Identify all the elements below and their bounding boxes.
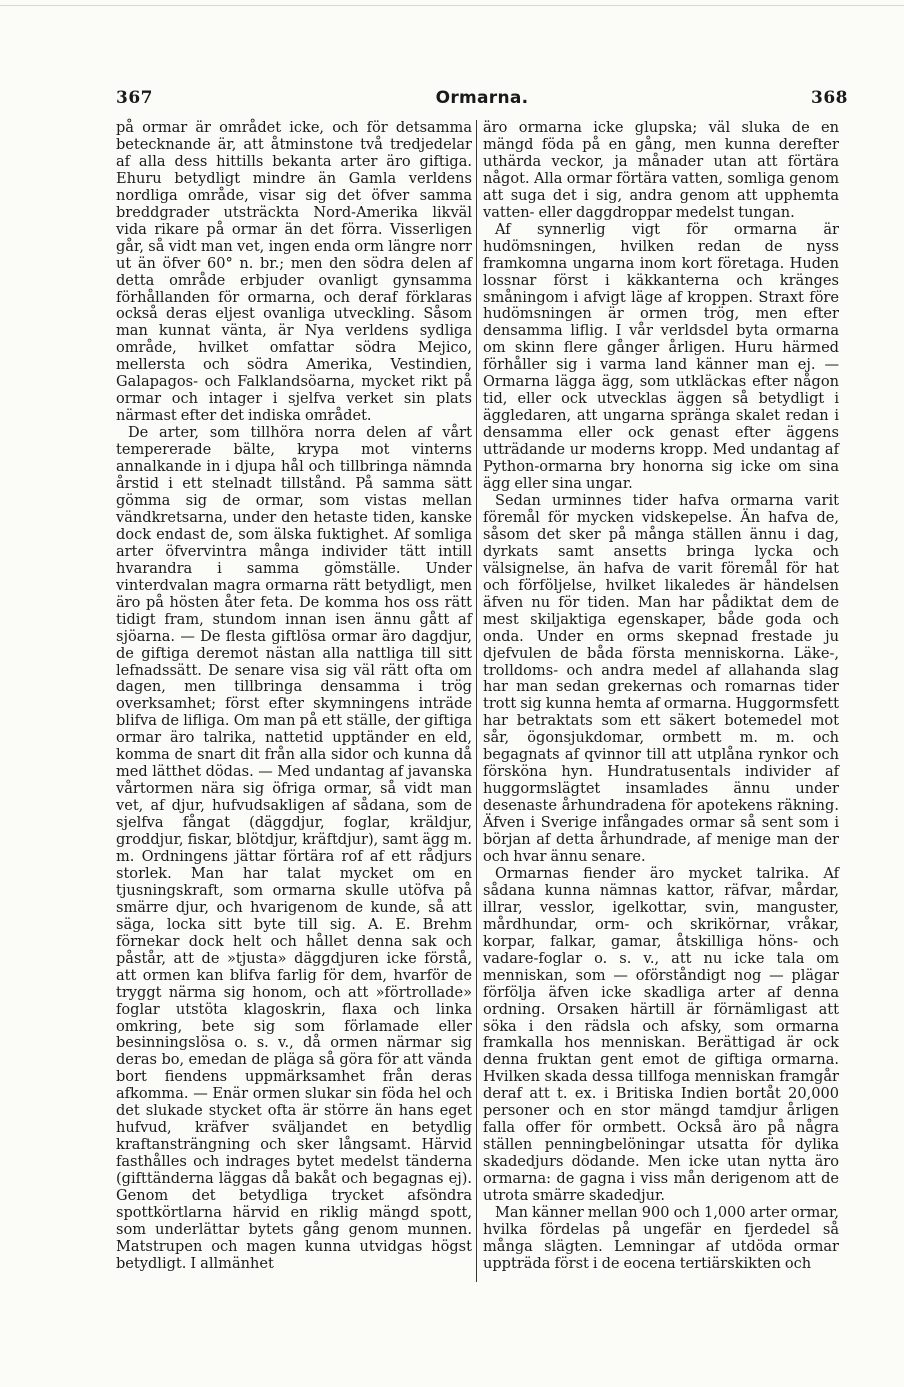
page-number-right: 368 [811, 88, 848, 108]
paragraph: Man känner mellan 900 och 1,000 arter ormar, hvilka fördelas på ungefär en fjerdedel så många slägten. Lemningar af utdöda ormar uppträda först i de eocena tertiärskikten och [483, 1204, 839, 1272]
paragraph: Sedan urminnes tider hafva ormarna varit föremål för mycken vidskepelse. Än hafva de, såsom det sker på många ställen ännu i dag, dyrkats samt ansetts bringa lycka och välsignelse, än hafva de varit föremål för hat och förföljelse, hvilket likaledes är händelsen äfven nu för tiden. Man har pådiktat dem de mest skiljaktiga egenskaper, både goda och onda. Under en orms skepnad frestade ju djefvulen de båda första menniskorna. Läke-, trolldoms- och andra medel af allahanda slag har man sedan grekernas och romarnas tider trott sig kunna hemta af ormarna. Huggormsfett har betraktats som ett säkert botemedel mot sår, ögonsjukdomar, ormbett m. m. och begagnats af qvinnor till att utplåna rynkor och försköna hyn. Hundratusentals individer af huggormslägtet insamlades ännu under desenaste århundradena för apotekens räkning. Äfven i Sverige infångades ormar så sent som i början af detta århundrade, af menige man der och hvar ännu senare. [483, 491, 839, 865]
running-title: Ormarna. [435, 88, 529, 108]
page-header [116, 88, 848, 114]
page-top-edge [0, 5, 904, 6]
paragraph: Af synnerlig vigt för ormarna är hudömsningen, hvilken redan de nyss framkomna ungarna inom kort företaga. Huden lossnar först i käkkanterna och kränges småningom i afvigt läge af kroppen. Straxt före hudömsningen är ormen trög, men efter densamma liflig. I vår verldsdel byta ormarna om skinn flere gånger årligen. Huru härmed förhåller sig i varma land känner man ej. — Ormarna lägga ägg, som utkläckas efter någon tid, eller ock utvecklas äggen så betydligt i äggledaren, att ungarna spränga skalet redan i densamma eller ock genast efter äggens utträdande ur moderns kropp. Med undantag af Python-ormarna bry honorna sig icke om sina ägg eller sina ungar. [483, 220, 839, 493]
paragraph: på ormar är området icke, och för detsamma betecknande är, att åtminstone två tredjedelar af alla dess hittills bekanta arter äro giftiga. Ehuru betydligt mindre än Gamla verldens nordliga område, visar sig det öfver samma breddgrader utsträckta Nord-Amerika likväl vida rikare på ormar än det förra. Visserligen går, så vidt man vet, ingen enda orm längre norr ut än öfver 60° n. br.; men den södra delen af detta område erbjuder ovanligt gynsamma förhållanden för ormarna, och deraf förklaras också deras eljest ovanliga utveckling. Såsom man kunnat vänta, är Nya verldens sydliga område, hvilket omfattar södra Mejico, mellersta och södra Amerika, Vestindien, Galapagos- och Falklandsöarna, mycket rikt på ormar och intager i sjelfva verket sin plats närmast efter det indiska området. [116, 119, 472, 425]
paragraph: Ormarnas fiender äro mycket talrika. Af sådana kunna nämnas kattor, räfvar, mårdar, illrar, vesslor, igelkottar, svin, manguster, mårdhundar, orm- och skrikörnar, vråkar, korpar, falkar, gamar, åtskilliga höns- och vadare-foglar o. s. v., att nu icke tala om menniskan, som — oförståndigt nog — plägar förfölja äfven icke skadliga arter af denna ordning. Orsaken härtill är förnämligast att söka i den rädsla och afsky, som ormarna framkalla hos menniskan. Berättigad är ock denna fruktan gent emot de giftiga ormarna. Hvilken skada dessa tillfoga menniskan framgår deraf att t. ex. i Britiska Indien bortåt 20,000 personer och en stor mängd tamdjur årligen falla offer för ormbett. Också äro på några ställen penningbelöningar utsatta för dylika skadedjurs dödande. Men icke utan nytta äro ormarna: de gagna i viss mån derigenom att de utrota smärre skadedjur. [483, 864, 839, 1205]
text-column-left [116, 120, 472, 1273]
page-number-left: 367 [116, 88, 153, 108]
text-column-right [483, 120, 839, 1273]
paragraph: De arter, som tillhöra norra delen af vårt tempererade bälte, krypa mot vinterns annalkande in i djupa hål och tillbringa nämnda årstid i ett stelnadt tillstånd. På samma sätt gömma sig de ormar, som vistas mellan vändkretsarna, under den hetaste tiden, kanske dock endast de, som älska fuktighet. Af somliga arter öfvervintra många individer tätt intill hvarandra i samma gömställe. Under vinterdvalan magra ormarna rätt betydligt, men äro på hösten åter feta. De komma hos oss rätt tidigt fram, stundom innan isen ännu gått af sjöarna. — De flesta giftlösa ormar äro dagdjur, de giftiga deremot nästan alla nattliga till sitt lefnadssätt. De senare visa sig väl rätt ofta om dagen, men tillbringa densamma i trög overksamhet; först efter skymningens inträde blifva de lifliga. Om man på ett ställe, der giftiga ormar äro talrika, nattetid upptänder en eld, komma de snart dit från alla sidor och kunna då med lätthet dödas. — Med undantag af javanska vårtormen nära sig öfriga ormar, så vidt man vet, af djur, hufvudsakligen af sådana, som de sjelfva fångat (däggdjur, foglar, kräldjur, groddjur, fiskar, blötdjur, kräftdjur), samt ägg m. m. Ordningens jättar förtära rof af ett rådjurs storlek. Man har talat mycket om en tjusningskraft, som ormarna skulle utöfva på smärre djur, och hvarigenom de kunde, så att säga, locka sitt byte till sig. A. E. Brehm förnekar dock helt och hållet denna sak och påstår, att de »tjusta» däggdjuren icke förstå, att ormen kan blifva farlig för dem, hvarför de tryggt närma sig honom, och att »förtrollade» foglar utstöta klagoskrin, flaxa och linka omkring, bete sig som förlamade eller besinningslösa o. s. v., då ormen närmar sig deras bo, emedan de pläga så göra för att vända bort fiendens uppmärksamhet från deras afkomma. — Enär ormen slukar sin föda hel och det slukade stycket ofta är större än hans eget hufvud, kräfver sväljandet en betydlig kraftansträngning och sker långsamt. Härvid fasthålles och indrages bytet medelst tänderna (gifttänderna läggas då bakåt och begagnas ej). Genom det betydliga trycket afsöndra spottkörtlarna härvid en riklig mängd spott, som underlättar bytets gång genom munnen. Matstrupen och magen kunna utvidgas högst betydligt. I allmänhet [116, 424, 472, 1272]
paragraph: äro ormarna icke glupska; väl sluka de en mängd föda på en gång, men kunna derefter uthärda veckor, ja månader utan att förtära något. Alla ormar förtära vatten, somliga genom att suga det i sig, andra genom att upphemta vatten- eller daggdroppar medelst tungan. [483, 119, 839, 221]
column-divider [476, 120, 477, 1282]
